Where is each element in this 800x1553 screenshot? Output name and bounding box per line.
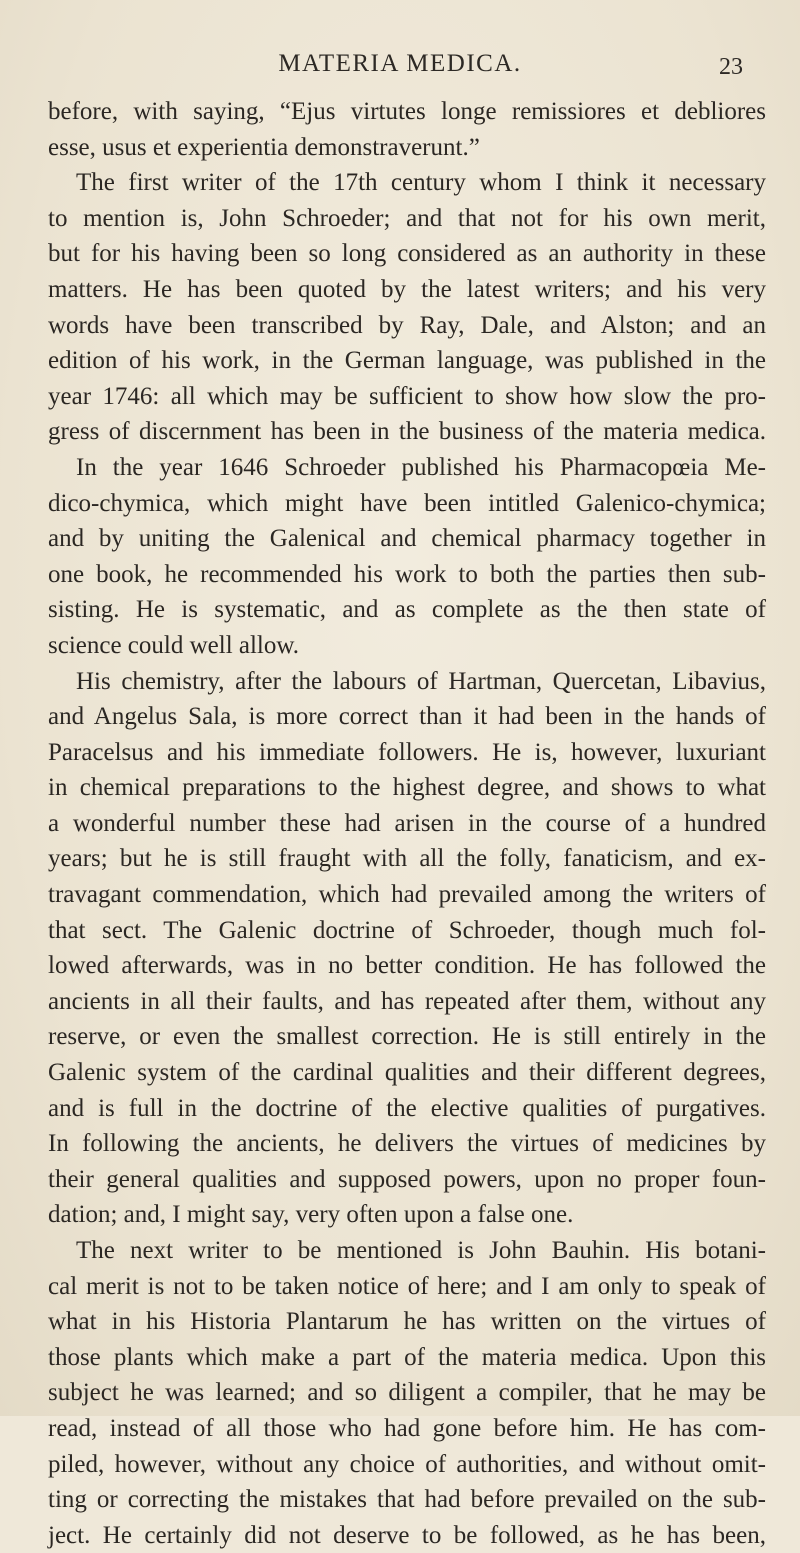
text-line: ject. He certainly did not deserve to be followed, as he has been, bbox=[48, 1521, 766, 1549]
text-line: ancients in all their faults, and has repeated after them, without any bbox=[48, 987, 766, 1015]
text-line: cal merit is not to be taken notice of here; and I am only to speak of bbox=[48, 1272, 766, 1300]
text-line: lowed afterwards, was in no better condition. He has followed the bbox=[48, 952, 766, 980]
text-line: and is full in the doctrine of the elective qualities of purgatives. bbox=[48, 1094, 766, 1122]
text-line: The first writer of the 17th century whom I think it necessary bbox=[76, 169, 766, 197]
text-line: a wonderful number these had arisen in the course of a hundred bbox=[48, 809, 766, 837]
text-line: before, with saying, “Ejus virtutes longe remissiores et debliores bbox=[48, 98, 766, 125]
text-line: one book, he recommended his work to both the parties then sub- bbox=[48, 560, 766, 588]
text-line: and by uniting the Galenical and chemical pharmacy together in bbox=[48, 525, 766, 553]
text-line: what in his Historia Plantarum he has written on the virtues of bbox=[48, 1308, 766, 1336]
text-line: in chemical preparations to the highest degree, and shows to what bbox=[48, 774, 766, 802]
text-line: Paracelsus and his immediate followers. He is, however, luxuriant bbox=[48, 738, 766, 766]
text-line: subject he was learned; and so diligent a compiler, that he may be bbox=[48, 1379, 766, 1407]
text-line: and Angelus Sala, is more correct than it had been in the hands of bbox=[48, 703, 766, 731]
text-line: years; but he is still fraught with all the folly, fanaticism, and ex- bbox=[48, 845, 766, 873]
text-line: dation; and, I might say, very often upon a false one. bbox=[48, 1201, 574, 1229]
text-line: The next writer to be mentioned is John Bauhin. His botani- bbox=[76, 1237, 766, 1264]
text-line: words have been transcribed by Ray, Dale, and Alston; and an bbox=[48, 311, 766, 339]
text-line: that sect. The Galenic doctrine of Schroeder, though much fol- bbox=[48, 916, 766, 944]
text-line: ting or correcting the mistakes that had before prevailed on the sub- bbox=[48, 1486, 766, 1514]
body-text bbox=[48, 94, 766, 1553]
text-line: read, instead of all those who had gone before him. He has com- bbox=[48, 1414, 766, 1442]
text-line: gress of discernment has been in the business of the materia medica. bbox=[48, 418, 766, 446]
text-line: dico-chymica, which might have been intitled Galenico-chymica; bbox=[48, 489, 766, 517]
text-line: matters. He has been quoted by the latest writers; and his very bbox=[48, 275, 766, 303]
text-line: science could well allow. bbox=[48, 631, 300, 659]
text-line: to mention is, John Schroeder; and that not for his own merit, bbox=[48, 204, 766, 232]
text-line: those plants which make a part of the materia medica. Upon this bbox=[48, 1343, 766, 1371]
text-line: In the year 1646 Schroeder published his Pharmacopœia Me- bbox=[76, 453, 766, 481]
text-line: Galenic system of the cardinal qualities and their different degrees, bbox=[48, 1059, 766, 1087]
text-line: travagant commendation, which had prevailed among the writers of bbox=[48, 881, 766, 909]
text-line: In following the ancients, he delivers the virtues of medicines by bbox=[48, 1130, 766, 1158]
page-number: 23 bbox=[719, 54, 743, 80]
text-line: edition of his work, in the German language, was published in the bbox=[48, 347, 766, 375]
text-line: year 1746: all which may be sufficient to show how slow the pro- bbox=[48, 382, 766, 410]
running-head bbox=[0, 50, 800, 90]
text-line: their general qualities and supposed powers, upon no proper foun- bbox=[48, 1165, 766, 1193]
text-line: sisting. He is systematic, and as complete as the then state of bbox=[48, 596, 766, 624]
running-title: MATERIA MEDICA. bbox=[278, 50, 522, 77]
text-line: reserve, or even the smallest correction. He is still entirely in the bbox=[48, 1023, 766, 1051]
text-line: but for his having been so long considered as an authority in these bbox=[48, 240, 766, 268]
text-line: esse, usus et experientia demonstraverunt.” bbox=[48, 133, 480, 161]
text-line: piled, however, without any choice of authorities, and without omit- bbox=[48, 1450, 766, 1478]
text-line: His chemistry, after the labours of Hartman, Quercetan, Libavius, bbox=[76, 667, 766, 695]
